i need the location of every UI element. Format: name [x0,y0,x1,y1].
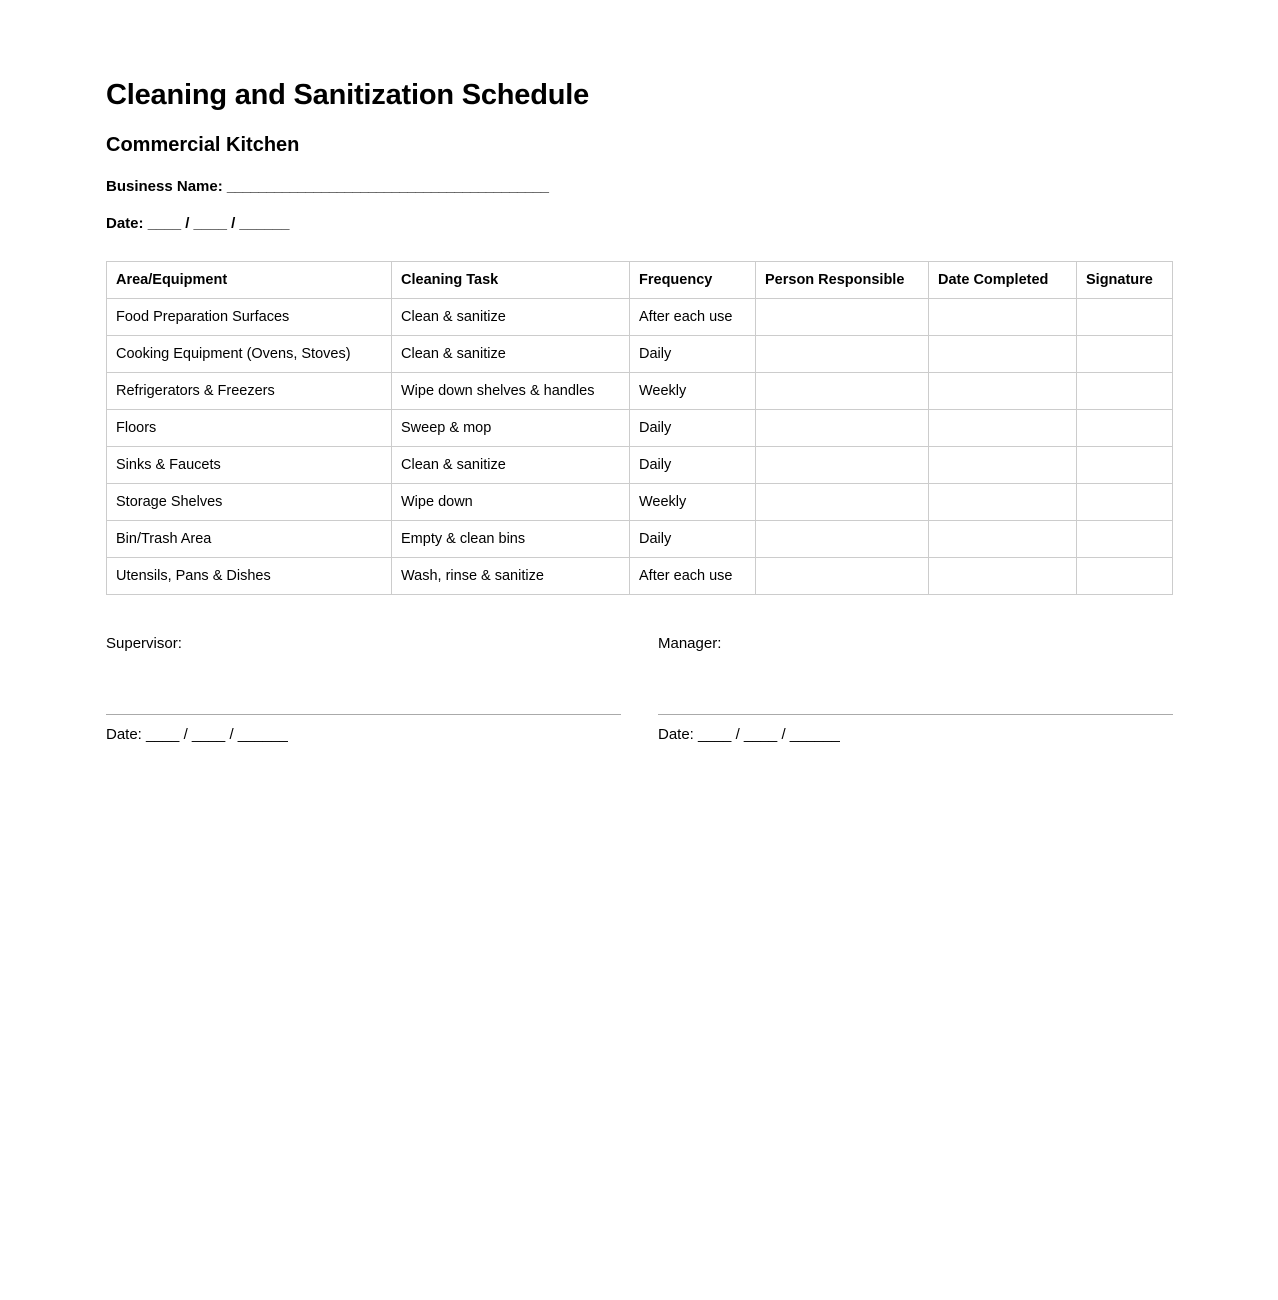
manager-date-label: Date: [658,725,699,743]
table-header-row [107,261,1173,298]
cell-task: Wash, rinse & sanitize [392,557,630,594]
cell-area: Food Preparation Surfaces [107,298,392,335]
cell-task: Clean & sanitize [392,335,630,372]
signature-block [106,635,1172,744]
table-row [107,335,1173,372]
business-name-label: Business Name: [106,177,227,195]
column-header-task: Cleaning Task [392,261,630,298]
cell-frequency: After each use [630,557,756,594]
cell-task: Clean & sanitize [392,298,630,335]
manager-signature-column [658,635,1173,744]
column-header-frequency: Frequency [630,261,756,298]
business-name-field [106,178,1172,196]
manager-date-blank[interactable]: ____ / ____ / ______ [698,725,840,743]
cell-signature[interactable] [1077,483,1173,520]
cell-frequency: Daily [630,446,756,483]
table-row [107,483,1173,520]
cell-signature[interactable] [1077,298,1173,335]
cell-area: Refrigerators & Freezers [107,372,392,409]
cell-frequency: Daily [630,409,756,446]
cell-date-completed[interactable] [929,446,1077,483]
cell-person[interactable] [756,483,929,520]
table-row [107,557,1173,594]
supervisor-signature-column [106,635,621,744]
supervisor-date-label: Date: [106,725,147,743]
manager-date-field [658,726,1173,744]
cell-area: Bin/Trash Area [107,520,392,557]
page-title: Cleaning and Sanitization Schedule [106,79,590,111]
header-date-field [106,215,1172,233]
cell-person[interactable] [756,409,929,446]
cell-area: Floors [107,409,392,446]
cell-person[interactable] [756,298,929,335]
header-date-label: Date: [106,214,148,232]
page-subtitle: Commercial Kitchen [106,133,300,156]
cell-date-completed[interactable] [929,483,1077,520]
cell-task: Empty & clean bins [392,520,630,557]
cleaning-schedule-table [106,261,1173,595]
supervisor-date-field [106,726,621,744]
cell-frequency: Daily [630,520,756,557]
supervisor-date-blank[interactable]: ____ / ____ / ______ [146,725,288,743]
table-row [107,409,1173,446]
column-header-date-completed: Date Completed [929,261,1077,298]
manager-label: Manager: [658,634,722,652]
cell-signature[interactable] [1077,520,1173,557]
business-name-blank[interactable]: _________________________________________ [226,177,549,195]
cell-signature[interactable] [1077,372,1173,409]
cell-signature[interactable] [1077,446,1173,483]
supervisor-label: Supervisor: [106,634,182,652]
cell-frequency: Weekly [630,483,756,520]
column-header-signature: Signature [1077,261,1173,298]
cell-signature[interactable] [1077,557,1173,594]
cell-signature[interactable] [1077,335,1173,372]
table-row [107,520,1173,557]
cell-date-completed[interactable] [929,298,1077,335]
cell-frequency: Daily [630,335,756,372]
cell-person[interactable] [756,446,929,483]
table-row [107,298,1173,335]
cell-frequency: Weekly [630,372,756,409]
cell-date-completed[interactable] [929,335,1077,372]
cell-area: Utensils, Pans & Dishes [107,557,392,594]
header-date-blank[interactable]: ____ / ____ / ______ [147,214,290,232]
cell-person[interactable] [756,372,929,409]
cell-task: Sweep & mop [392,409,630,446]
cell-area: Sinks & Faucets [107,446,392,483]
table-row [107,446,1173,483]
cell-person[interactable] [756,520,929,557]
column-header-area: Area/Equipment [107,261,392,298]
cell-task: Wipe down shelves & handles [392,372,630,409]
manager-signature-line[interactable] [658,714,1173,715]
cell-area: Cooking Equipment (Ovens, Stoves) [107,335,392,372]
cell-task: Wipe down [392,483,630,520]
cell-area: Storage Shelves [107,483,392,520]
supervisor-signature-line[interactable] [106,714,621,715]
column-header-person: Person Responsible [756,261,929,298]
cell-frequency: After each use [630,298,756,335]
cell-signature[interactable] [1077,409,1173,446]
table-row [107,372,1173,409]
cell-person[interactable] [756,557,929,594]
cell-date-completed[interactable] [929,409,1077,446]
cell-task: Clean & sanitize [392,446,630,483]
cell-date-completed[interactable] [929,372,1077,409]
cell-date-completed[interactable] [929,520,1077,557]
cell-date-completed[interactable] [929,557,1077,594]
cell-person[interactable] [756,335,929,372]
